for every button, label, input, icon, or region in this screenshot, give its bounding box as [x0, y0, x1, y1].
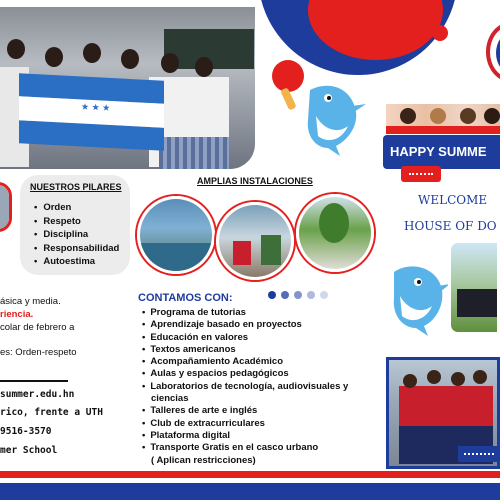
contamos-title: CONTAMOS CON: [138, 292, 233, 304]
pillars-title: NUESTROS PILARES [30, 182, 122, 192]
school-seal [486, 22, 500, 82]
carousel-dots [268, 291, 328, 299]
features-list [142, 307, 372, 467]
facility-photo-gym [216, 202, 294, 280]
feature-item-continued: ciencias [151, 393, 189, 405]
soccer-team-photo [448, 240, 500, 335]
left-text-line: colar de febrero a [0, 322, 75, 333]
red-dot [432, 25, 448, 41]
website-text: summer.edu.hn [0, 389, 75, 400]
feature-item: • Plataforma digital [142, 430, 372, 442]
feature-item: • Club de extracurriculares [142, 418, 372, 430]
pillar-item: • Disciplina [34, 228, 119, 242]
feature-item: • Transporte Gratis en el casco urbano [142, 442, 372, 454]
feature-item: • Acompañamiento Académico [142, 356, 372, 368]
feature-item: • Educación en valores [142, 332, 372, 344]
pillar-item: • Respeto [34, 215, 119, 229]
left-text-line: riencia. [0, 309, 34, 320]
happy-summer-banner: HAPPY SUMME [383, 135, 500, 169]
red-bottom-stripe [0, 471, 500, 478]
house-of-dolphins-heading: HOUSE OF DO [404, 219, 497, 233]
pillars-list [34, 201, 119, 269]
left-text-line: es: Orden-respeto [0, 347, 77, 358]
dolphin-mascot-small [384, 258, 450, 338]
phone-text: 9516-3570 [0, 426, 52, 437]
feature-item: • Laboratorios de tecnología, audiovisuales y [142, 381, 372, 393]
feature-item: • Aprendizaje basado en proyectos [142, 319, 372, 331]
facility-photo-classroom [137, 196, 215, 274]
facilities-title: AMPLIAS INSTALACIONES [197, 176, 313, 186]
feature-item: • Aulas y espacios pedagógicos [142, 368, 372, 380]
feature-item: • Programa de tutorias [142, 307, 372, 319]
feature-item-note: ( Aplican restricciones) [151, 454, 256, 466]
pillar-item: • Autoestima [34, 255, 119, 269]
blue-bottom-bar [0, 483, 500, 500]
left-text-line: ásica y media. [0, 296, 61, 307]
dolphin-mascot-torch [270, 60, 370, 160]
pillar-item: • Responsabilidad [34, 242, 119, 256]
left-edge-photo [0, 182, 12, 232]
red-tab [401, 166, 441, 182]
pillar-item: • Orden [34, 201, 119, 215]
feature-item: • Talleres de arte e inglés [142, 405, 372, 417]
honduras-flag: ★ ★ ★ [19, 73, 164, 151]
divider [0, 380, 68, 382]
students-flag-photo [0, 4, 258, 172]
school-name-text: mer School [0, 445, 58, 456]
welcome-heading: WELCOME [418, 193, 488, 207]
feature-item: • Textos americanos [142, 344, 372, 356]
address-text: rico, frente a UTH [0, 407, 103, 418]
dotted-blue-decor [458, 446, 500, 462]
facility-photo-courtyard [296, 194, 374, 272]
students-smiling-photo [386, 104, 500, 134]
